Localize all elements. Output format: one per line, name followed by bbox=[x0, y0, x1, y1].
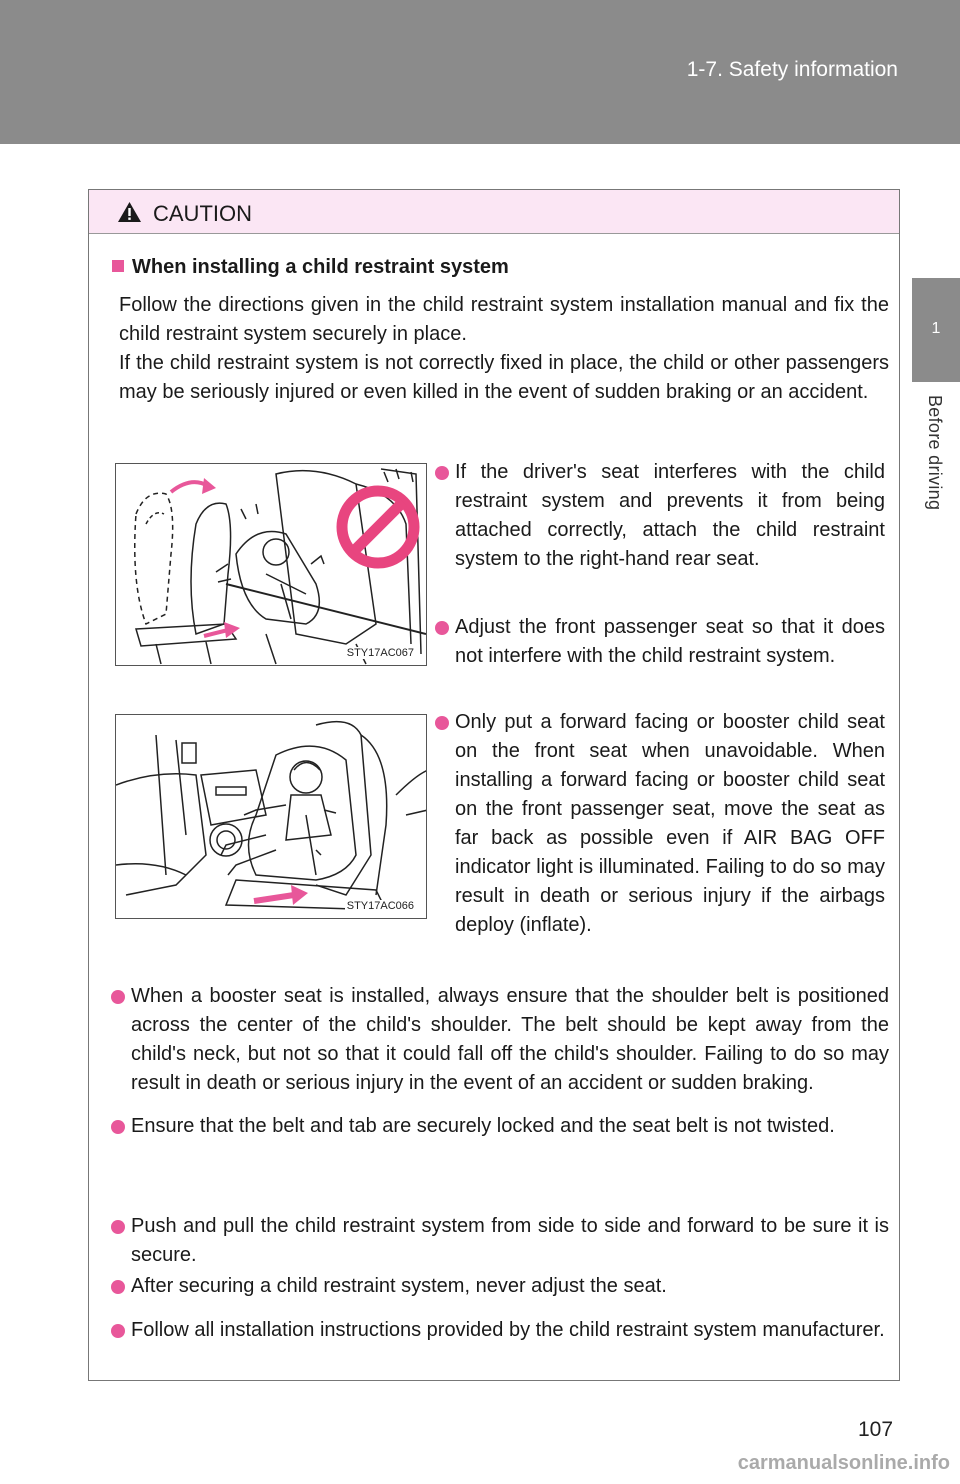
bullet-dot-icon bbox=[111, 1120, 125, 1134]
page-number: 107 bbox=[858, 1418, 894, 1441]
bullet-item bbox=[111, 1316, 889, 1345]
seat-interference-illustration bbox=[116, 464, 427, 666]
bullet-dot-icon bbox=[435, 621, 449, 635]
header-band bbox=[0, 0, 960, 144]
bullet-dot-icon bbox=[435, 466, 449, 480]
bullet-dot-icon bbox=[111, 1324, 125, 1338]
section-title: 1-7. Safety information bbox=[686, 58, 898, 81]
bullet-text: When a booster seat is installed, always ensure that the shoulder belt is positioned across the center of the child's shoulder. The belt should be kept away from the child's neck, but not so that it could fall off the child's shoulder. Failing to do so may result in death or serious injury in the event of an accident or sudden braking. bbox=[131, 985, 889, 1094]
square-bullet-icon bbox=[112, 260, 124, 272]
section-heading-text: When installing a child restraint system bbox=[132, 256, 509, 278]
caution-title: CAUTION bbox=[153, 201, 252, 226]
bullet-text: After securing a child restraint system, never adjust the seat. bbox=[131, 1275, 667, 1297]
bullet-item bbox=[435, 458, 885, 574]
bullet-text: Ensure that the belt and tab are securely locked and the seat belt is not twisted. bbox=[131, 1115, 835, 1137]
bullet-item bbox=[111, 1272, 889, 1301]
figure-seat-interference bbox=[115, 463, 427, 666]
chapter-number: 1 bbox=[931, 320, 941, 337]
chapter-label: Before driving bbox=[925, 395, 945, 511]
chapter-tab bbox=[912, 278, 960, 382]
bullet-text: Only put a forward facing or booster child seat on the front seat when unavoidable. When installing a forward facing or booster child seat on the front passenger seat, move the seat as far back as possible even if AIR BAG OFF indicator light is illuminated. Failing to do so may result in death or serious injury if the airbags deploy (inflate). bbox=[455, 711, 885, 936]
bullet-dot-icon bbox=[435, 716, 449, 730]
intro-paragraph: Follow the directions given in the child restraint system installation manual and fix the child restraint system securely in place. bbox=[119, 294, 889, 345]
bullet-text: If the driver's seat interferes with the child restraint system and prevents it from being attached correctly, attach the child restraint system to the right-hand rear seat. bbox=[455, 461, 885, 570]
caution-box bbox=[88, 189, 900, 1381]
bullet-dot-icon bbox=[111, 1280, 125, 1294]
bullet-dot-icon bbox=[111, 990, 125, 1004]
warning-paragraph: If the child restraint system is not correctly fixed in place, the child or other passengers may be seriously injured or even killed in the event of sudden braking or an accident. bbox=[119, 352, 889, 403]
bullet-dot-icon bbox=[111, 1220, 125, 1234]
bullet-item bbox=[111, 1212, 889, 1270]
figure-forward-facing-seat bbox=[115, 714, 427, 919]
caution-header bbox=[89, 190, 899, 234]
bullet-item bbox=[435, 708, 885, 940]
figure-code: STY17AC066 bbox=[346, 900, 414, 912]
bullet-text: Follow all installation instructions provided by the child restraint system manufacturer. bbox=[131, 1319, 885, 1341]
figure-code: STY17AC067 bbox=[346, 647, 414, 659]
section-heading bbox=[112, 256, 509, 279]
bullet-item bbox=[111, 982, 889, 1098]
bullet-item bbox=[435, 613, 885, 671]
forward-facing-seat-illustration bbox=[116, 715, 427, 919]
watermark: carmanualsonline.info bbox=[737, 1452, 950, 1474]
bullet-text: Push and pull the child restraint system from side to side and forward to be sure it is secure. bbox=[131, 1215, 889, 1266]
bullet-text: Adjust the front passenger seat so that it does not interfere with the child restraint system. bbox=[455, 616, 885, 667]
bullet-item bbox=[111, 1112, 889, 1141]
warning-triangle-icon bbox=[117, 201, 142, 223]
